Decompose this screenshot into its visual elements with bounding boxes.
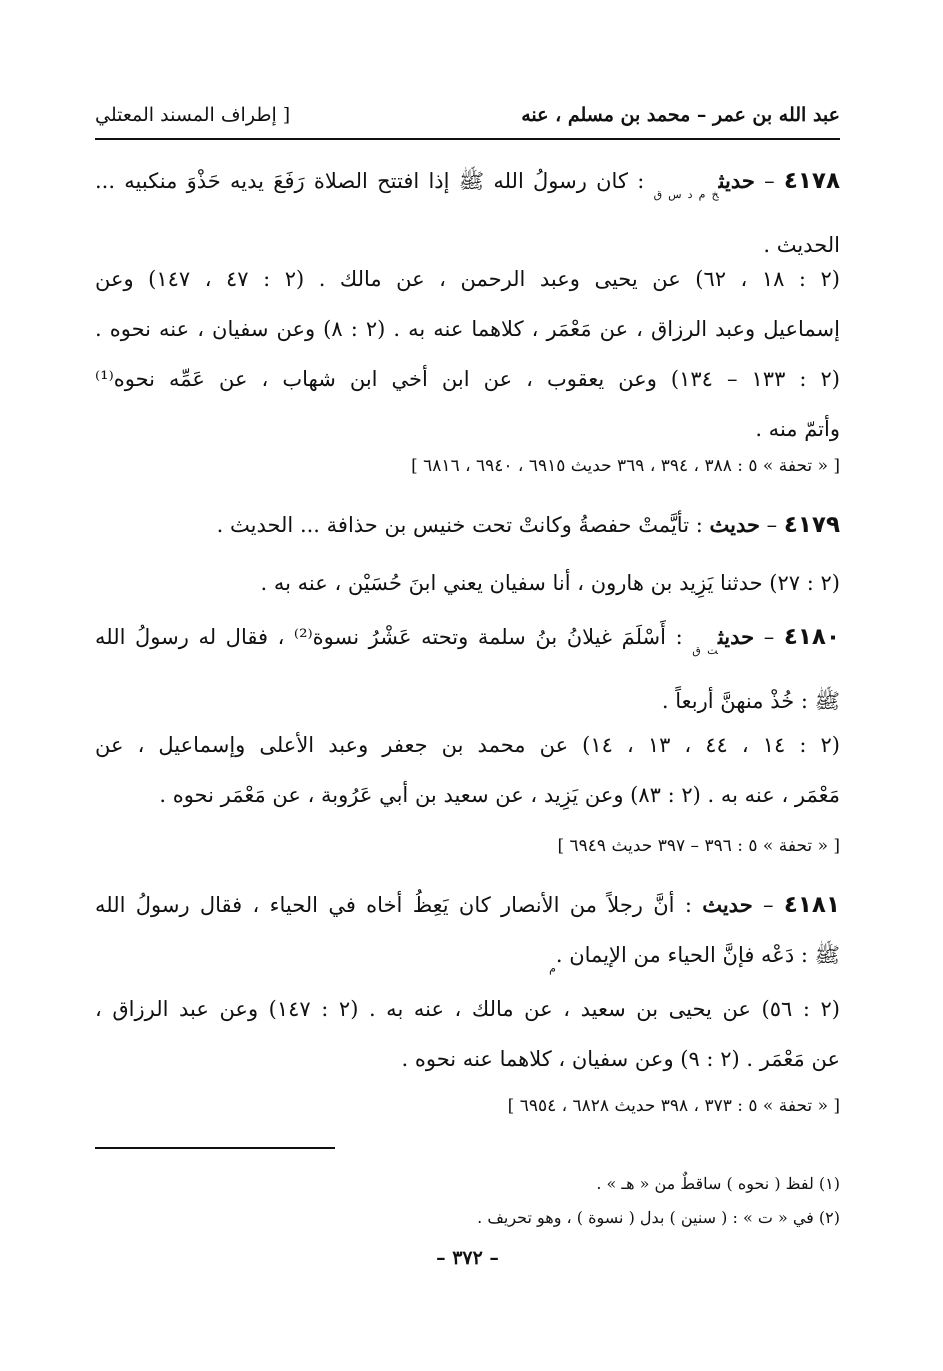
isnad-line: (٢ : ٢٧) حدثنا يَزِيد بن هارون ، أنا سفيان يعني ابنَ حُسَيْن ، عنه به .: [260, 571, 840, 595]
isnad-line: (٢ : ١٣٣ – ١٣٤) وعن يعقوب ، عن ابن أخي ابن شهاب ، عن عَمِّه نحوه⁽¹⁾: [95, 367, 840, 391]
entry-keyword: حديث: [709, 512, 760, 537]
entry-text: ﷺ : دَعْه فإنَّ الحياء من الإيمان .: [555, 943, 840, 967]
entry-text-line: ٤١٧٨ – حديث$_{خ م د س ق}$ : كان رسولُ الله ﷺ إذا افتتح الصلاة رَفَعَ يديه حَذْوَ منكبيه ...: [95, 168, 841, 201]
header-rule: [95, 138, 840, 140]
hadith-entry-4181: [95, 880, 840, 994]
header-left-title: [ إطراف المسند المعتلي: [95, 104, 291, 126]
document-page: [95, 0, 840, 1371]
entry-number: ٤١٧٨: [783, 168, 841, 194]
page-number: – ٣٧٢ –: [436, 1247, 499, 1269]
isnad-line: مَعْمَر ، عنه به . (٢ : ٨٣) وعن يَزِيد ، عن سعيد بن أبي عَرُوبة ، عن مَعْمَر نحوه .: [159, 783, 840, 807]
footnote-1: (١) لفظ ( نحوه ) ساقطٌ من « هـ » .: [596, 1174, 840, 1193]
isnad-4180: [95, 720, 840, 820]
isnad-line: (٢ : ٥٦) عن يحيى بن سعيد ، عن مالك ، عنه به . (٢ : ١٤٧) وعن عبد الرزاق ،: [95, 997, 840, 1021]
tuhfa-reference: [ « تحفة » ٥ : ٣٧٣ ، ٣٩٨ حديث ٦٨٢٨ ، ٦٩٥٤ ]: [507, 1096, 840, 1116]
isnad-line: (٢ : ١٤ ، ٤٤ ، ١٣ ، ١٤) عن محمد بن جعفر وعبد الأعلى وإسماعيل ، عن: [95, 733, 840, 757]
tuhfa-reference: [ « تحفة » ٥ : ٣٩٦ – ٣٩٧ حديث ٦٩٤٩ ]: [557, 836, 840, 856]
entry-number: ٤١٧٩: [783, 512, 840, 538]
entry-text-line: الحديث .: [763, 233, 840, 257]
entry-number: ٤١٨١: [783, 892, 840, 918]
header-right-title: عبد الله بن عمر – محمد بن مسلم ، عنه: [521, 104, 840, 126]
hadith-entry-4178: [95, 156, 840, 270]
isnad-line: وأتمّ منه .: [755, 417, 840, 441]
running-header: [95, 98, 840, 132]
footnote-2: (٢) في « ت » : ( سنين ) بدل ( نسوة ) ، وهو تحريف .: [477, 1208, 840, 1227]
entry-keyword: حديث: [717, 624, 755, 649]
isnad-4178: [95, 254, 840, 454]
isnad-4179: [95, 558, 840, 608]
entry-text-line: ٤١٨٠ – حديث$_{ت ق}$ : أَسْلَمَ غيلانُ بنُ سلمة وتحته عَشْرُ نسوة⁽²⁾ ، فقال له رسولُ الله: [95, 624, 840, 657]
entry-keyword: حديث: [718, 168, 755, 193]
entry-text-line: ٤١٧٩ – حديث : تأيَّمتْ حفصةُ وكانتْ تحت خنيس بن حذافة ... الحديث .: [216, 512, 840, 538]
entry-text: أنَّ رجلاً من الأنصار كان يَعِظُ أخاه في الحياء ، فقال رسولُ الله: [95, 893, 675, 917]
entry-sigla: خ م د س ق: [653, 188, 719, 201]
isnad-4181: [95, 984, 840, 1084]
hadith-entry-4179: [95, 500, 840, 550]
tuhfa-reference: [ « تحفة » ٥ : ٣٨٨ ، ٣٩٤ ، ٣٦٩ حديث ٦٩١٥ ، ٦٩٤٠ ، ٦٨١٦ ]: [411, 456, 840, 476]
isnad-line: (٢ : ١٨ ، ٦٢) عن يحيى وعبد الرحمن ، عن مالك . (٢ : ٤٧ ، ١٤٧) وعن: [95, 267, 840, 291]
isnad-line: عن مَعْمَر . (٢ : ٩) وعن سفيان ، كلاهما عنه نحوه .: [401, 1047, 840, 1071]
entry-keyword: حديث: [702, 892, 753, 917]
entry-text-line: ٤١٨١ – حديث : أنَّ رجلاً من الأنصار كان يَعِظُ أخاه في الحياء ، فقال رسولُ الله: [95, 892, 840, 918]
isnad-line: إسماعيل وعبد الرزاق ، عن مَعْمَر ، كلاهما عنه به . (٢ : ٨) وعن سفيان ، عنه نحوه .: [95, 317, 840, 341]
entry-sigla: ت ق: [692, 644, 718, 657]
entry-text: تأيَّمتْ حفصةُ وكانتْ تحت خنيس بن حذافة ... الحديث .: [216, 513, 690, 537]
entry-text-line: ﷺ : خُذْ منهنَّ أربعاً .: [661, 689, 840, 713]
footnote-rule: [95, 1147, 335, 1149]
entry-text: كان رسولُ الله ﷺ إذا افتتح الصلاة رَفَعَ يديه حَذْوَ منكبيه ...: [95, 169, 628, 193]
entry-sigla: م: [549, 962, 556, 975]
hadith-entry-4180: [95, 612, 840, 726]
entry-text: أَسْلَمَ غيلانُ بنُ سلمة وتحته عَشْرُ نسوة⁽²⁾ ، فقال له رسولُ الله: [95, 625, 666, 649]
entry-number: ٤١٨٠: [783, 624, 840, 650]
